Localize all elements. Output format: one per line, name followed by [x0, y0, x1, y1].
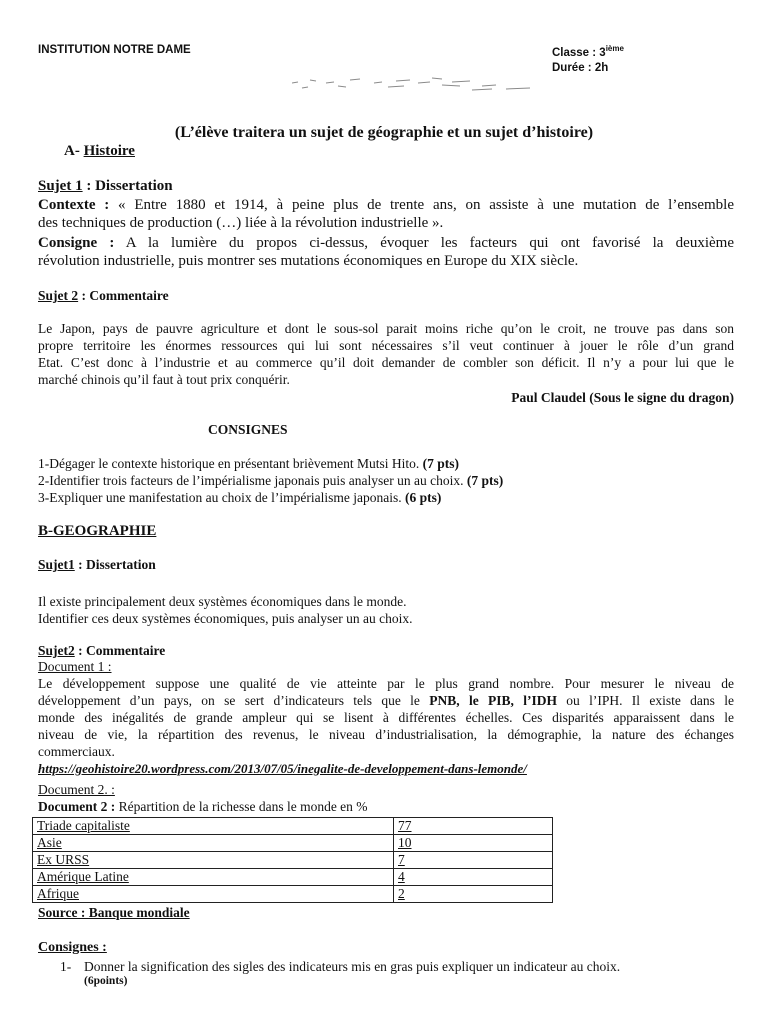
histoire-title: Histoire [83, 143, 135, 159]
commentaire-text [38, 320, 734, 388]
histoire-consigne-3 [38, 489, 503, 506]
table-cell-value: 2 [394, 886, 553, 903]
geographie-sujet1-text [38, 593, 413, 627]
document1-source-link[interactable]: https://geohistoire20.wordpress.com/2013/07/05/inegalite-de-developpement-dans-lemonde/ [38, 761, 527, 776]
histoire-sujet1-label: Sujet 1 [38, 178, 83, 194]
document2-title-text: Répartition de la richesse dans le monde en % [115, 799, 368, 814]
histoire-sujet1-heading [38, 178, 173, 195]
table-cell-value: 4 [394, 869, 553, 886]
table-row [33, 818, 553, 835]
geographie-sujet2-heading [38, 643, 165, 659]
scan-smudge [292, 74, 532, 96]
histoire-consigne-3-text: 3-Expliquer une manifestation au choix de l’impérialisme japonais. [38, 490, 406, 505]
document1-text [38, 675, 734, 760]
histoire-consigne [38, 234, 734, 270]
table-source: Source : Banque mondiale [38, 905, 190, 920]
consigne-text-1: A la lumière du propos ci-dessus, évoquer les facteurs qui ont favorisé la deuxième [114, 235, 734, 251]
class-level [552, 44, 624, 59]
table-cell-value: 7 [394, 852, 553, 869]
table-cell-value: 10 [394, 835, 553, 852]
histoire-consigne-1-text: 1-Dégager le contexte historique en présentant brièvement Mutsi Hito. [38, 456, 423, 471]
class-label: Classe : 3 [552, 46, 606, 59]
exam-duration: Durée : 2h [552, 62, 609, 74]
document1-line-5: commerciaux. [38, 744, 115, 759]
table-cell-region: Amérique Latine [33, 869, 394, 886]
histoire-sujet2-heading [38, 288, 169, 304]
histoire-prefix: A- [64, 143, 84, 159]
commentaire-line-1: Le Japon, pays de pauvre agriculture et dont le sous-sol parait moins riche qu’on le croit, ne trouve pas dans son [38, 321, 734, 336]
document1-line-4: niveau de vie, la répartition des revenus, le niveau d’industrialisation, la démographie, la nature des échanges [38, 727, 734, 742]
document1-line-2-a: développement d’un pays, on se sert d’indicateurs tels que le [38, 693, 430, 708]
geographie-consigne-1-points: (6points) [84, 975, 128, 987]
geographie-sujet2-type: : Commentaire [74, 643, 166, 658]
geographie-sujet1-label: Sujet1 [38, 557, 75, 572]
document1-line-1: Le développement suppose une qualité de vie atteinte par le plus grand nombre. Pour mesurer le niveau de [38, 676, 734, 691]
geographie-sujet2-label: Sujet2 [38, 643, 75, 658]
histoire-consigne-2 [38, 472, 503, 489]
table-row [33, 886, 553, 903]
table-cell-region: Triade capitaliste [33, 818, 394, 835]
commentaire-line-3: Etat. C’est donc à l’industrie et au commerce qu’il doit demander de combler son déficit. Il n’y a pour lui que le [38, 355, 734, 370]
institution-name: INSTITUTION NOTRE DAME [38, 44, 191, 56]
geographie-consigne-1-text: Donner la signification des sigles des indicateurs mis en gras puis expliquer un indicateur au choix. [84, 959, 621, 974]
contexte-line-2: des techniques de production (…) liée à la révolution industrielle ». [38, 215, 444, 231]
document2-title [38, 799, 368, 815]
geographie-consignes-title: Consignes : [38, 940, 107, 955]
contexte-label: Contexte : [38, 197, 110, 213]
table-row [33, 852, 553, 869]
consigne-label: Consigne : [38, 235, 115, 251]
table-row [33, 835, 553, 852]
class-superscript: ième [605, 44, 624, 53]
document1-line-2-c: ou l’IPH. Il existe dans le [556, 693, 734, 708]
commentaire-line-2: propre territoire les énormes ressources qui lui sont nécessaires s’il veut continuer à jouer le rôle d’un grand [38, 338, 734, 353]
table-cell-value: 77 [394, 818, 553, 835]
document1-line-3: monde des inégalités de grande ampleur qui se lisent à différentes échelles. Ces disparités apparaissent dans le [38, 710, 734, 725]
histoire-sujet1-type: : Dissertation [82, 178, 173, 194]
histoire-sujet2-label: Sujet 2 [38, 288, 79, 303]
document1-indicators-bold: PNB, le PIB, l’IDH [429, 693, 557, 708]
histoire-consignes-list [38, 455, 503, 506]
table-row [33, 869, 553, 886]
geographie-section-title: B-GEOGRAPHIE [38, 523, 157, 539]
histoire-consigne-3-pts: (6 pts) [405, 490, 442, 505]
consigne-line-1 [38, 234, 734, 252]
histoire-section-title [64, 143, 135, 160]
geographie-sujet1-heading [38, 557, 156, 573]
histoire-consigne-1 [38, 455, 503, 472]
histoire-sujet2-type: : Commentaire [78, 288, 169, 303]
table-cell-region: Afrique [33, 886, 394, 903]
geographie-sujet1-line-2: Identifier ces deux systèmes économiques, puis analyser un au choix. [38, 611, 413, 626]
commentaire-attribution: Paul Claudel (Sous le signe du dragon) [511, 390, 734, 405]
document1-line-2 [38, 692, 734, 709]
consigne-line-2: révolution industrielle, puis montrer ses mutations économiques en Europe du XIX siècle. [38, 253, 579, 269]
wealth-distribution-table [32, 817, 553, 903]
contexte-line-1 [38, 196, 734, 214]
geographie-sujet1-type: : Dissertation [74, 557, 156, 572]
commentaire-line-4: marché chinois qu’il faut à tout prix conquérir. [38, 372, 290, 387]
geographie-consigne-1-number: 1- [60, 959, 72, 974]
histoire-consigne-2-text: 2-Identifier trois facteurs de l’impérialisme japonais puis analyser un au choix. [38, 473, 467, 488]
exam-instruction: (L’élève traitera un sujet de géographie et un sujet d’histoire) [174, 124, 594, 141]
histoire-consigne-1-pts: (7 pts) [422, 456, 460, 471]
histoire-consigne-2-pts: (7 pts) [466, 473, 504, 488]
table-cell-region: Asie [33, 835, 394, 852]
geographie-sujet1-line-1: Il existe principalement deux systèmes économiques dans le monde. [38, 594, 407, 609]
histoire-consignes-title: CONSIGNES [208, 422, 288, 437]
document2-title-label: Document 2 : [38, 799, 116, 814]
table-cell-region: Ex URSS [33, 852, 394, 869]
histoire-contexte [38, 196, 734, 232]
contexte-text-1: « Entre 1880 et 1914, à peine plus de trente ans, on assiste à une mutation de l’ensemble [109, 197, 734, 213]
document1-label: Document 1 : [38, 659, 112, 674]
document2-label: Document 2. : [38, 782, 115, 797]
